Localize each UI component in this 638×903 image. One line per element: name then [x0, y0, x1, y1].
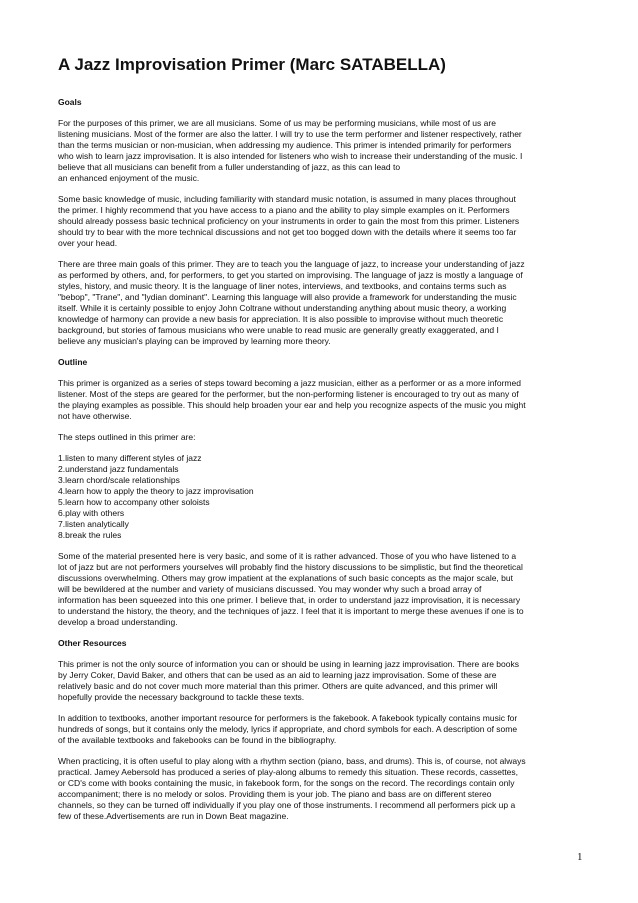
steps-list-line: 3.learn chord/scale relationships	[58, 475, 180, 485]
steps-list-line: 5.learn how to accompany other soloists	[58, 497, 210, 507]
steps-list-line: 2.understand jazz fundamentals	[58, 464, 179, 474]
goals-paragraph-1	[58, 118, 591, 184]
document-page	[58, 54, 591, 832]
outline-paragraph-1-line: the playing examples as possible. This should help broaden your ear and help you recognize aspects of the music you might	[58, 400, 526, 410]
resources-paragraph-3-line: channels, so they can be turned off individually if you play one of those instruments. I recommend all performers pick up a	[58, 800, 516, 810]
resources-paragraph-3-line: few of these.Advertisements are run in Down Beat magazine.	[58, 811, 289, 821]
goals-paragraph-3-line: styles, history, and music theory. It is the language of liner notes, interviews, and textbooks, and contains terms such as	[58, 281, 507, 291]
resources-paragraph-2	[58, 713, 591, 746]
goals-paragraph-3-line: There are three main goals of this primer. They are to teach you the language of jazz, to increase your understanding of jazz	[58, 259, 525, 269]
section-heading-goals: Goals	[58, 97, 82, 107]
resources-paragraph-3-line: When practicing, it is often useful to play along with a rhythm section (piano, bass, and drums). This is, of course, not always	[58, 756, 526, 766]
resources-paragraph-1-line: by Jerry Coker, David Baker, and others that can be used as an aid to learning jazz improvisation. Some of these are	[58, 670, 497, 680]
resources-paragraph-3-line: practical. Jamey Aebersold has produced a series of play-along albums to remedy this situation. These records, cassettes,	[58, 767, 519, 777]
outline-paragraph-1-line: This primer is organized as a series of steps toward becoming a jazz musician, either as a performer or as a more informed	[58, 378, 521, 388]
goals-paragraph-3	[58, 259, 591, 347]
section-heading-outline: Outline	[58, 357, 88, 367]
outline-paragraph-3-line: to understand the history, the theory, and the techniques of jazz. I feel that it is important to merge these avenues if one is to	[58, 606, 524, 616]
steps-list-line: 1.listen to many different styles of jazz	[58, 453, 202, 463]
goals-paragraph-3-line: itself. While it is certainly possible to enjoy John Coltrane without understanding anything about music theory, a working	[58, 303, 507, 313]
resources-paragraph-2-line: In addition to textbooks, another important resource for performers is the fakebook. A fakebook typically contains music for	[58, 713, 518, 723]
goals-paragraph-2-line: should already possess basic technical proficiency on your instruments in order to gain the most from this primer. Listeners	[58, 216, 520, 226]
resources-paragraph-3	[58, 756, 591, 822]
document-title: A Jazz Improvisation Primer (Marc SATABELLA)	[58, 55, 446, 74]
goals-paragraph-3-line: knowledge of harmony can provide a new basis for appreciation. It is also possible to improvise without much theoretic	[58, 314, 504, 324]
outline-paragraph-3	[58, 551, 591, 628]
page-number: 1	[577, 851, 583, 863]
goals-paragraph-1-line: For the purposes of this primer, we are all musicians. Some of us may be performing musicians, while most of us are	[58, 118, 496, 128]
resources-paragraph-1-line: relatively basic and do not cover much more material than this primer. Others are quite advanced, and this primer will	[58, 681, 498, 691]
steps-list-line: 8.break the rules	[58, 530, 122, 540]
outline-paragraph-3-line: information has been squeezed into this one primer. I believe that, in order to understand jazz improvisation, it is necessary	[58, 595, 521, 605]
goals-paragraph-3-line: believe any musician's playing can be improved by learning more theory.	[58, 336, 331, 346]
goals-paragraph-2-line: should try to bear with the more technical discussions and not get too bogged down with the details where it seems too far	[58, 227, 517, 237]
outline-paragraph-2: The steps outlined in this primer are:	[58, 432, 196, 442]
resources-paragraph-2-line: hundreds of songs, but it contains only the melody, lyrics if appropriate, and chord symbols for each. A description of some	[58, 724, 518, 734]
outline-paragraph-3-line: develop a broad understanding.	[58, 617, 178, 627]
resources-paragraph-2-line: of the available textbooks and fakebooks can be found in the bibliography.	[58, 735, 337, 745]
steps-list-line: 6.play with others	[58, 508, 125, 518]
goals-paragraph-2	[58, 194, 591, 249]
goals-paragraph-2-line: the primer. I highly recommend that you have access to a piano and the ability to play simple examples on it. Performers	[58, 205, 510, 215]
outline-paragraph-3-line: Some of the material presented here is very basic, and some of it is rather advanced. Those of you who have listened to a	[58, 551, 517, 561]
resources-paragraph-1-line: This primer is not the only source of information you can or should be using in learning jazz improvisation. There are books	[58, 659, 519, 669]
steps-list-line: 7.listen analytically	[58, 519, 129, 529]
goals-paragraph-2-line: Some basic knowledge of music, including familiarity with standard music notation, is assumed in many places throughout	[58, 194, 516, 204]
outline-paragraph-3-line: discussions overwhelming. Others may grow impatient at the explanations of such basic concepts as the major scale, but	[58, 573, 513, 583]
goals-paragraph-1-line: an enhanced enjoyment of the music.	[58, 173, 200, 183]
outline-paragraph-1	[58, 378, 591, 422]
resources-paragraph-1-line: hopefully provide the necessary background to tackle these texts.	[58, 692, 305, 702]
section-heading-other-resources: Other Resources	[58, 638, 127, 648]
steps-list	[58, 453, 591, 541]
resources-paragraph-1	[58, 659, 591, 703]
outline-paragraph-1-line: not have otherwise.	[58, 411, 132, 421]
goals-paragraph-3-line: as performed by others, and, for performers, to get you started on improvising. The language of jazz is mostly a language of	[58, 270, 523, 280]
goals-paragraph-2-line: over your head.	[58, 238, 118, 248]
steps-list-line: 4.learn how to apply the theory to jazz improvisation	[58, 486, 254, 496]
goals-paragraph-3-line: "bebop", "Trane", and "lydian dominant". Learning this language will also provide a framework for understanding the music	[58, 292, 517, 302]
goals-paragraph-1-line: than the terms musician or non-musician, when addressing my audience. This primer is intended primarily for performers	[58, 140, 512, 150]
outline-paragraph-3-line: will be bewildered at the number and variety of musicians discussed. You may wonder why such a broad array of	[58, 584, 482, 594]
resources-paragraph-3-line: or CD's come with books containing the music, in fakebook form, for the songs on the record. The recordings contain only	[58, 778, 515, 788]
goals-paragraph-1-line: listening musicians. Most of the former are also the latter. I will try to use the term performer and listener respectively, rather	[58, 129, 522, 139]
goals-paragraph-1-line: who wish to learn jazz improvisation. It is also intended for listeners who wish to increase their understanding of the music. I	[58, 151, 523, 161]
outline-paragraph-1-line: listener. Most of the steps are geared for the performer, but the non-performing listener is encouraged to try out as many of	[58, 389, 519, 399]
goals-paragraph-3-line: background, but stories of famous musicians who were unable to read music are generally greatly exaggerated, and I	[58, 325, 499, 335]
outline-paragraph-3-line: lot of jazz but are not performers yourselves will probably find the history discussions to be simplistic, but find the theoretical	[58, 562, 523, 572]
goals-paragraph-1-line: believe that all musicians can benefit from a fuller understanding of jazz, as this can lead to	[58, 162, 401, 172]
resources-paragraph-3-line: accompaniment; there is no melody or solos. Providing them is your job. The piano and bass are on different stereo	[58, 789, 492, 799]
